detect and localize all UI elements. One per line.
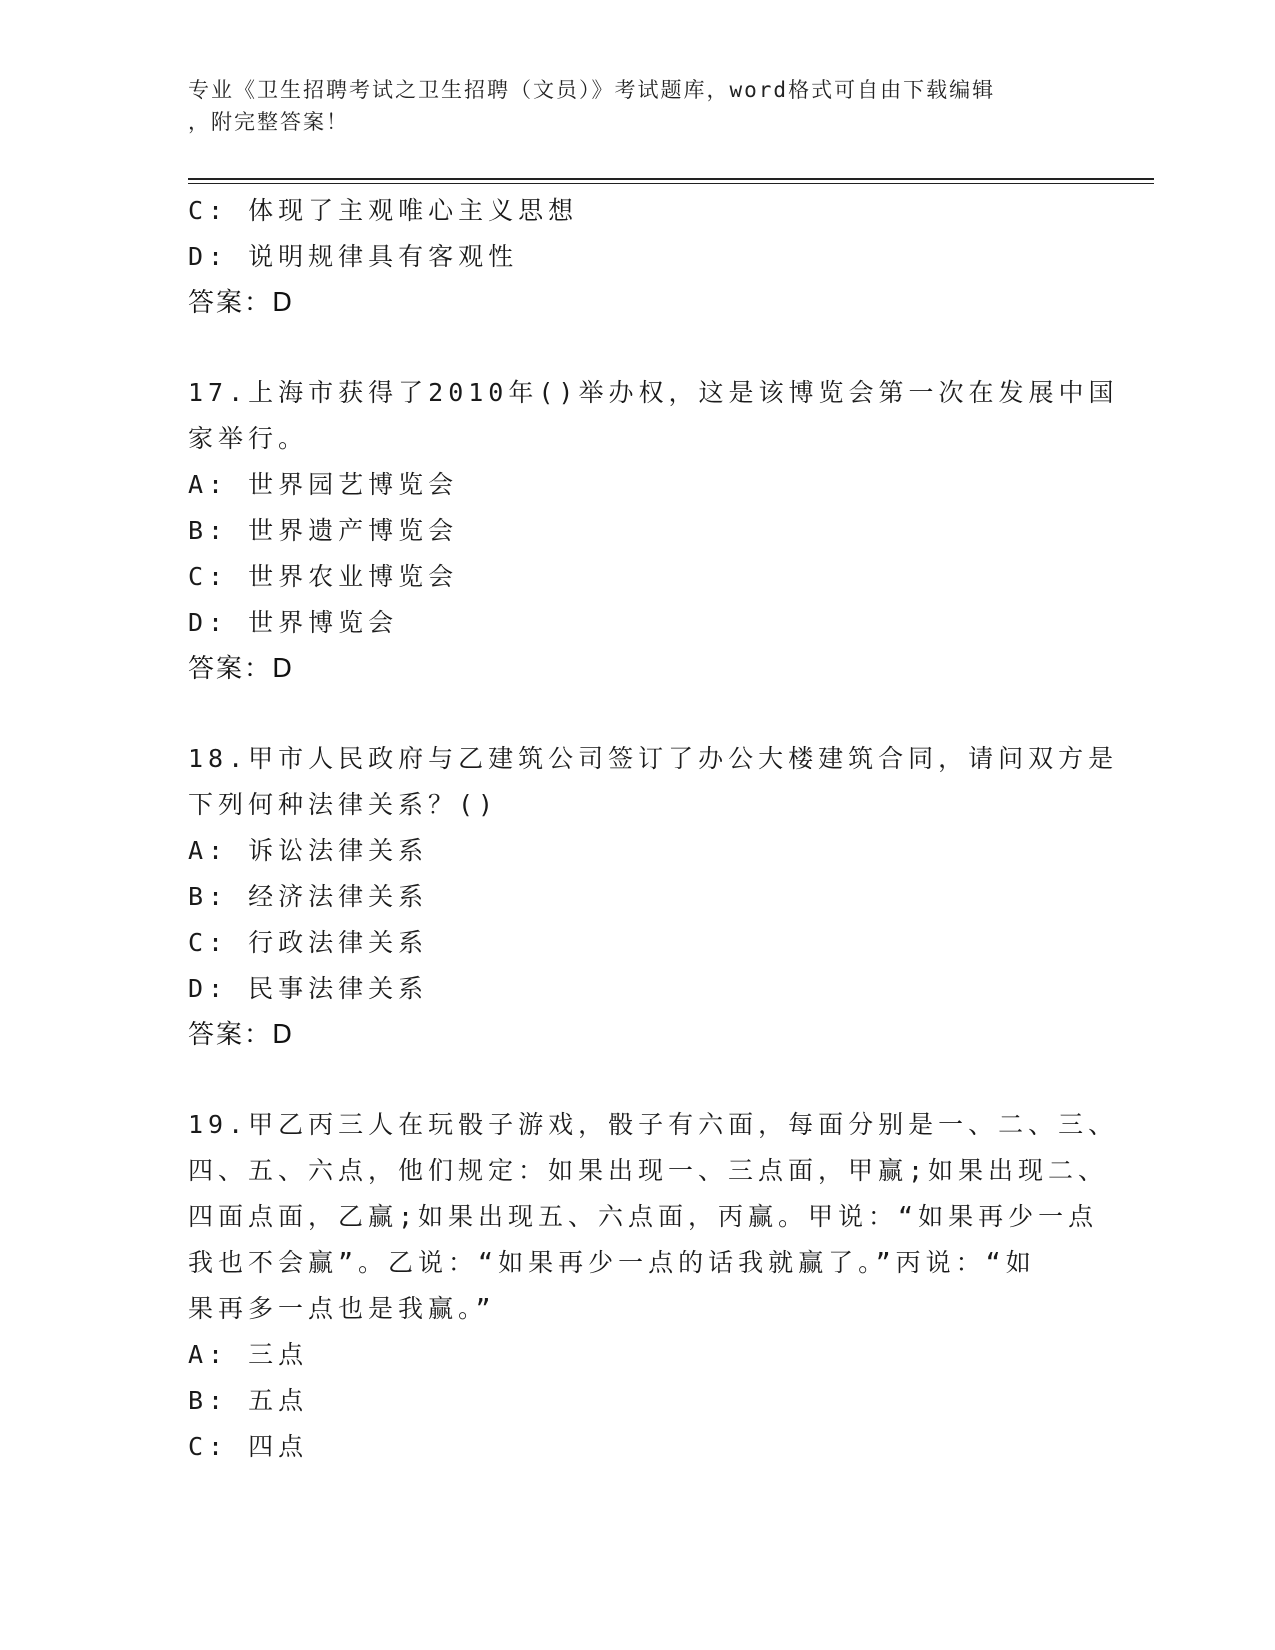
option-c: C: 四点 <box>188 1432 309 1461</box>
option-b: B: 五点 <box>188 1386 309 1415</box>
header-line-1: 专业《卫生招聘考试之卫生招聘（文员）》考试题库，word格式可自由下载编辑 <box>188 78 996 102</box>
option-b: B: 经济法律关系 <box>188 882 429 911</box>
question-stem-line: 我也不会赢”。乙说：“如果再少一点的话我就赢了。”丙说：“如 <box>188 1248 1036 1277</box>
question-content <box>188 188 1119 1470</box>
option-c: C: 行政法律关系 <box>188 928 429 957</box>
question-stem-line: 17.上海市获得了2010年()举办权，这是该博览会第一次在发展中国 <box>188 378 1119 407</box>
question-stem-line: 四面点面，乙赢;如果出现五、六点面，丙赢。甲说：“如果再少一点 <box>188 1202 1099 1231</box>
spacer <box>188 692 1088 736</box>
question-16-tail <box>188 188 1088 326</box>
option-d: D: 世界博览会 <box>188 608 399 637</box>
spacer <box>188 1058 1088 1102</box>
document-header <box>188 74 1068 138</box>
option-d: D: 说明规律具有客观性 <box>188 242 519 271</box>
question-stem-line: 四、五、六点，他们规定：如果出现一、三点面，甲赢;如果出现二、 <box>188 1156 1109 1185</box>
header-line-2: ，附完整答案！ <box>188 110 349 134</box>
question-stem-line: 果再多一点也是我赢。” <box>188 1294 496 1323</box>
option-a: A: 诉讼法律关系 <box>188 836 429 865</box>
question-18 <box>188 736 1119 1058</box>
question-19 <box>188 1102 1119 1470</box>
header-divider-thick <box>188 178 1154 180</box>
option-d: D: 民事法律关系 <box>188 974 429 1003</box>
answer-line: 答案：D <box>188 288 295 318</box>
option-b: B: 世界遗产博览会 <box>188 516 459 545</box>
answer-line: 答案：D <box>188 654 295 684</box>
option-a: A: 三点 <box>188 1340 309 1369</box>
question-stem-line: 家举行。 <box>188 424 309 453</box>
question-stem-line: 下列何种法律关系？() <box>188 790 499 819</box>
option-c: C: 体现了主观唯心主义思想 <box>188 196 579 225</box>
answer-line: 答案：D <box>188 1020 295 1050</box>
question-stem-line: 19.甲乙丙三人在玩骰子游戏，骰子有六面，每面分别是一、二、三、 <box>188 1110 1119 1139</box>
spacer <box>188 326 1088 370</box>
question-stem-line: 18.甲市人民政府与乙建筑公司签订了办公大楼建筑合同，请问双方是 <box>188 744 1119 773</box>
header-divider-thin <box>188 183 1154 184</box>
question-17 <box>188 370 1119 692</box>
option-c: C: 世界农业博览会 <box>188 562 459 591</box>
option-a: A: 世界园艺博览会 <box>188 470 459 499</box>
